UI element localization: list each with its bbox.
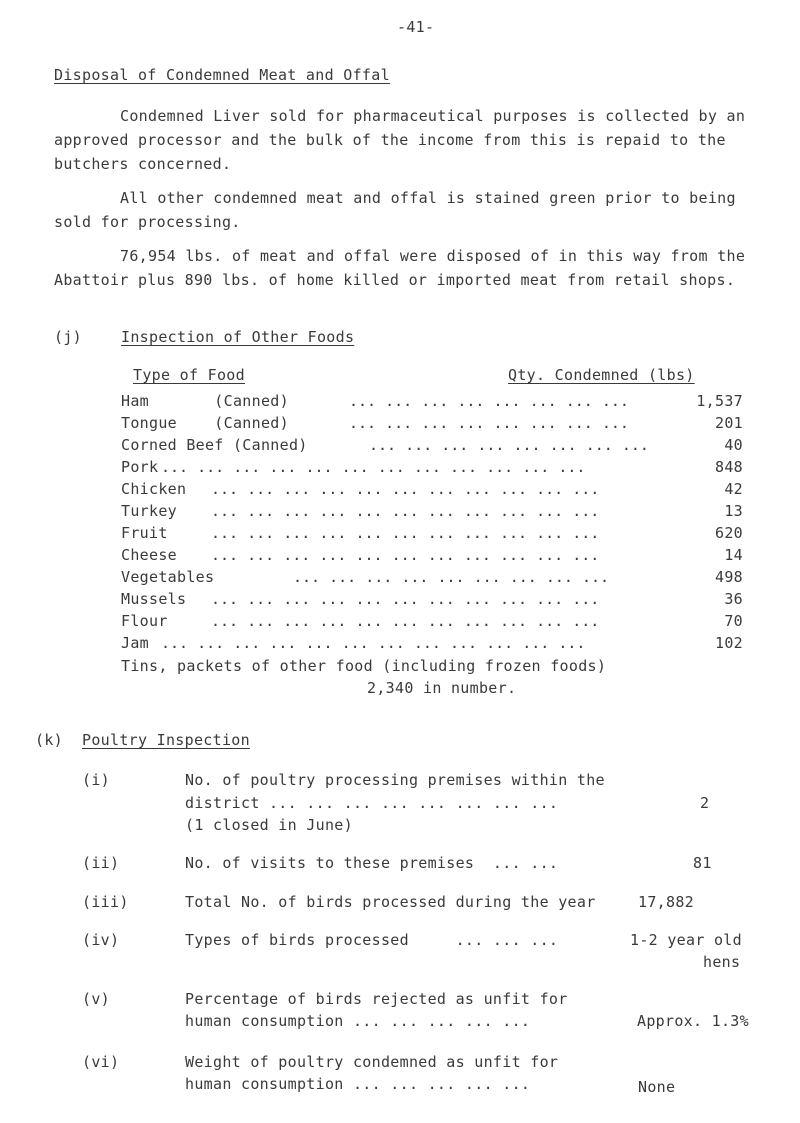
paragraph-stained: All other condemned meat and offal is stained green prior to being sold for processing. (54, 189, 736, 231)
item-text: district ... ... ... ... ... ... ... ... (185, 794, 559, 812)
column-header-type: Type of Food (133, 366, 245, 384)
food-name: Cheese (121, 546, 177, 564)
item-number: (iv) (82, 931, 120, 949)
leader-dots: ... ... ... ... ... ... ... ... ... ... ... (211, 546, 600, 564)
food-qty: 848 (715, 458, 743, 476)
leader-dots: ... ... ... ... ... ... ... ... ... ... ... ... (161, 458, 586, 476)
tins-note: Tins, packets of other food (including frozen foods) (121, 657, 607, 675)
item-value: 1-2 year old (630, 931, 742, 949)
item-text: No. of visits to these premises ... ... (185, 854, 559, 872)
item-value: 2 (700, 794, 710, 812)
food-name: Turkey (121, 502, 177, 520)
item-value: hens (703, 953, 741, 971)
item-value: None (638, 1078, 676, 1096)
section-k-label: (k) (35, 731, 63, 749)
leader-dots: ... ... ... ... ... ... ... ... ... ... ... (211, 612, 600, 630)
item-number: (iii) (82, 893, 129, 911)
food-name: Vegetables (121, 568, 215, 586)
food-qty: 42 (724, 480, 743, 498)
leader-dots: ... ... ... ... ... ... ... ... (349, 414, 629, 432)
leader-dots: ... ... ... ... ... ... ... ... ... ... ... (211, 590, 600, 608)
item-number: (i) (82, 771, 110, 789)
food-name: Chicken (121, 480, 187, 498)
food-name: Corned Beef (Canned) (121, 436, 308, 454)
food-qty: 201 (715, 414, 743, 432)
food-qty: 70 (724, 612, 743, 630)
leader-dots: ... ... ... ... ... ... ... ... ... (293, 568, 610, 586)
paragraph-disposed: 76,954 lbs. of meat and offal were disposed of in this way from the Abattoir plus 890 lbs. of home killed or imported meat from retail shops. (54, 247, 746, 289)
leader-dots: ... ... ... ... ... ... ... ... (349, 392, 629, 410)
column-header-qty: Qty. Condemned (lbs) (508, 366, 695, 384)
food-name: Mussels (121, 590, 187, 608)
item-text: Weight of poultry condemned as unfit for (185, 1053, 559, 1071)
item-value: Approx. 1.3% (637, 1012, 749, 1030)
food-qty: 498 (715, 568, 743, 586)
food-qty: 36 (724, 590, 743, 608)
food-qty: 13 (724, 502, 743, 520)
leader-dots: ... ... ... ... ... ... ... ... ... ... ... (211, 524, 600, 542)
item-text: No. of poultry processing premises within the (185, 771, 605, 789)
section-k-title: Poultry Inspection (82, 731, 250, 749)
item-text: Percentage of birds rejected as unfit for (185, 990, 568, 1008)
food-qty: 102 (715, 634, 743, 652)
food-qty: 14 (724, 546, 743, 564)
item-number: (vi) (82, 1053, 120, 1071)
item-number: (ii) (82, 854, 120, 872)
item-text: Total No. of birds processed during the year (185, 893, 596, 911)
food-name: Fruit (121, 524, 168, 542)
leader-dots: ... ... ... ... ... ... ... ... (369, 436, 649, 454)
food-name: Flour (121, 612, 168, 630)
leader-dots: ... ... ... ... ... ... ... ... ... ... ... (211, 480, 600, 498)
food-name: Tongue (Canned) (121, 414, 289, 432)
item-number: (v) (82, 990, 110, 1008)
food-table (121, 392, 743, 692)
page-number: -41- (397, 18, 435, 36)
item-value: 81 (693, 854, 712, 872)
food-name: Pork (121, 458, 159, 476)
food-name: Jam (121, 634, 149, 652)
food-name: Ham (Canned) (121, 392, 289, 410)
paragraph-liver: Condemned Liver sold for pharmaceutical purposes is collected by an approved processor and the bulk of the income from this is repaid to the butchers concerned. (54, 107, 746, 173)
tins-count: 2,340 in number. (367, 679, 517, 697)
food-qty: 1,537 (696, 392, 743, 410)
food-qty: 40 (724, 436, 743, 454)
item-text: (1 closed in June) (185, 816, 353, 834)
leader-dots: ... ... ... ... ... ... ... ... ... ... ... (211, 502, 600, 520)
leader-dots: ... ... ... ... ... ... ... ... ... ... ... ... (161, 634, 586, 652)
section-j-title: Inspection of Other Foods (121, 328, 355, 346)
section-j-label: (j) (54, 328, 82, 346)
item-value: 17,882 (638, 893, 694, 911)
item-text: human consumption ... ... ... ... ... (185, 1012, 531, 1030)
item-text: human consumption ... ... ... ... ... (185, 1075, 531, 1093)
section-heading: Disposal of Condemned Meat and Offal (54, 66, 390, 84)
food-qty: 620 (715, 524, 743, 542)
item-text: Types of birds processed ... ... ... (185, 931, 559, 949)
